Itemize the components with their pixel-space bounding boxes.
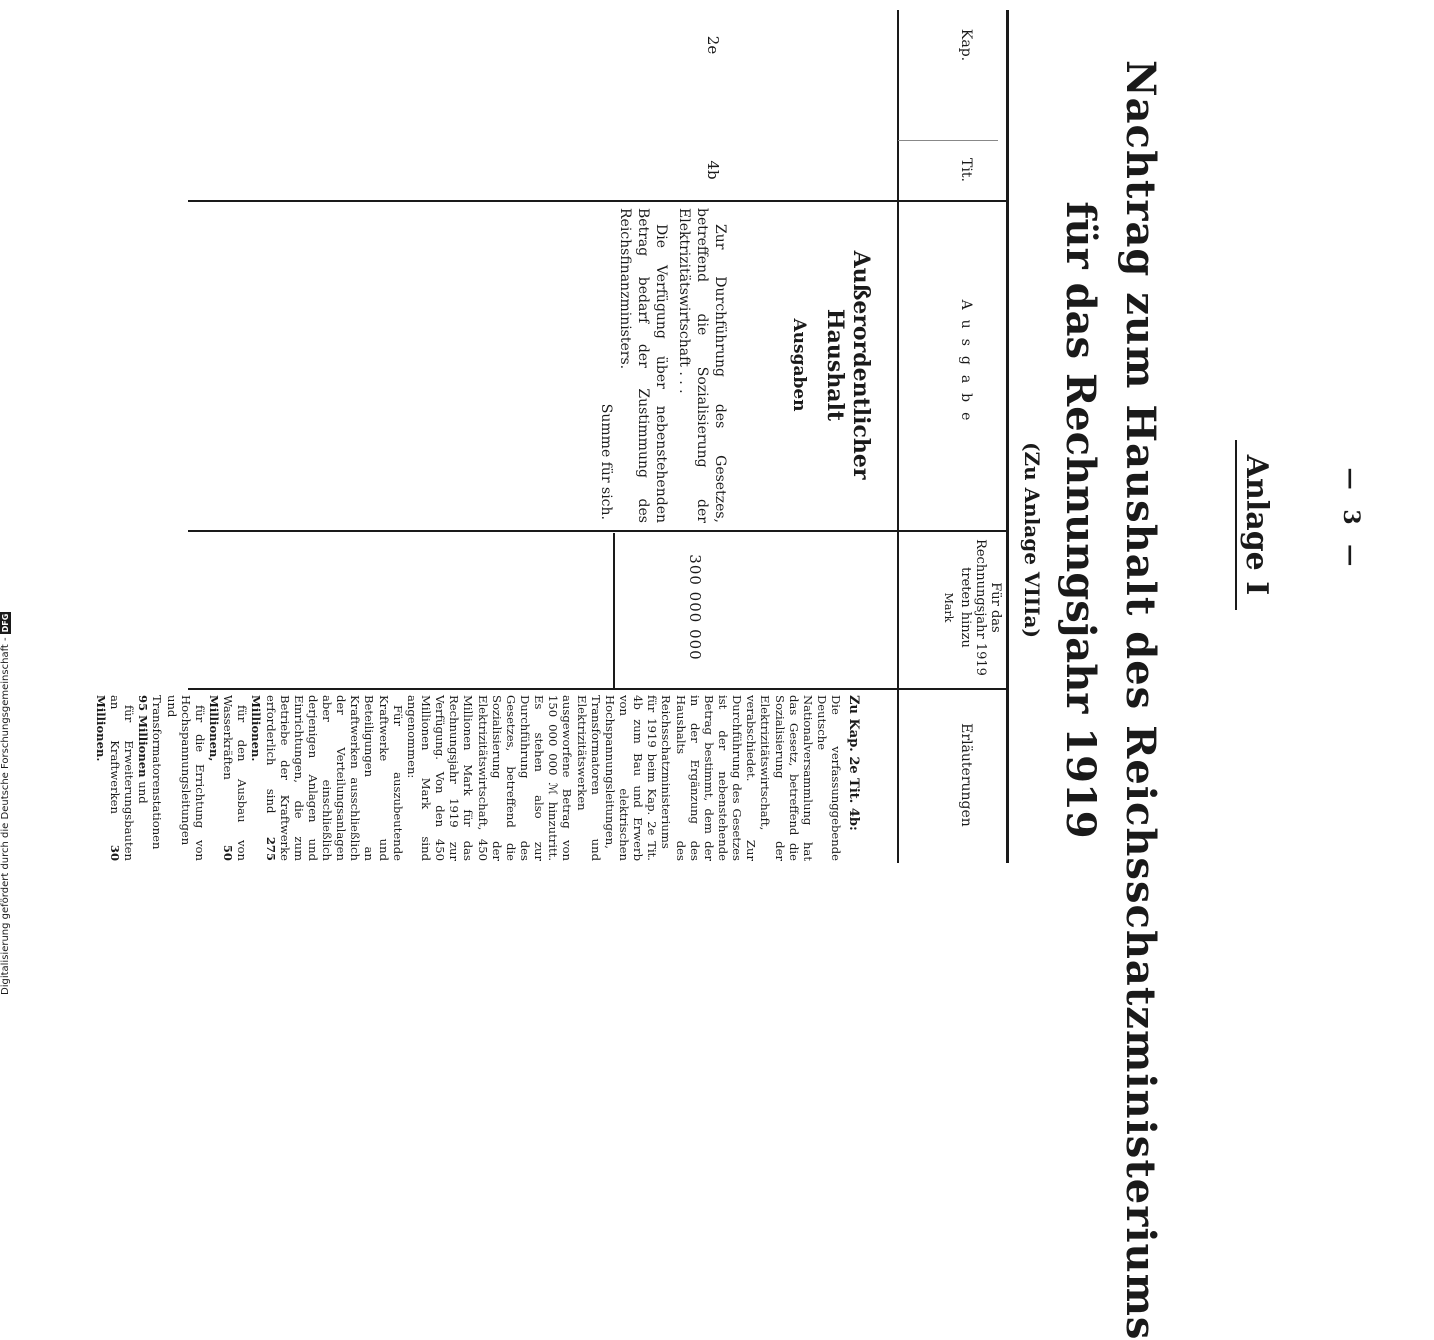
column-header-amount-line1: Für das — [988, 582, 1003, 633]
column-divider — [188, 530, 1008, 532]
digitization-footer — [0, 595, 11, 995]
annex-label: Anlage I — [1235, 440, 1274, 610]
explanation-lead: Zu Kap. 2e Tit. 4b: — [846, 695, 861, 831]
row-description — [612, 208, 729, 523]
table-header-rule — [897, 10, 899, 863]
column-header-ausgabe: Ausgabe — [958, 299, 974, 431]
section-subtitle: Ausgaben — [789, 318, 809, 412]
row-kap: 2e — [704, 35, 722, 55]
explanation-paragraph: für Erweiterungsbauten an Kraftwerken — [107, 695, 137, 861]
footer-text: Digitalisierung gefördert durch die Deutsche Forschungsgemeinschaft - — [0, 637, 11, 995]
explanation-amount: 50 Millionen, — [206, 695, 236, 861]
column-divider-thin — [898, 140, 998, 141]
explanation-paragraph: für die Errichtung von Hochspannungsleitungen und Transformatorenstationen — [150, 695, 207, 861]
document-title: Nachtrag zum Haushalt des Reichsschatzministeriums — [1117, 60, 1164, 1340]
document-title-line2: für das Rechnungsjahr 1919 — [1057, 201, 1104, 839]
explanation-paragraph: Die verfassunggebende Deutsche Nationalversammlung hat das Gesetz, betreffend die Sozialisierung der Elektrizitätswirtschaft, verabschiedet. Zur Durchführung des Gesetzes ist der nebenstehende Betrag bestimmt, dem der in der Ergänzung des Haushalts des Reichsschatzministeriums für 1919 beim Kap. 2e Tit. 4b zum Bau und Erwerb von elektrischen Hochspannungsleitungen, Transformatoren und Elektrizitätswerken ausgeworfene Betrag von 150 000 000 ℳ hinzutritt. Es stehen also zur Durchführung des Gesetzes, betreffend die Sozialisierung der Elektrizitätswirtschaft, 450 Millionen Mark für das Rechnungsjahr 1919 zur Verfügung. Von den 450 Millionen Mark sind angenommen: — [404, 695, 844, 861]
explanation-paragraph: für den Ausbau von Wasserkräften — [221, 695, 250, 861]
explanation-amount: 275 Millionen. — [249, 695, 278, 862]
row-tit: 4b — [704, 160, 722, 180]
column-header-amount-unit: Mark — [942, 592, 956, 623]
row-note: Die Verfügung über nebenstehenden Betrag bedarf der Zustimmung des Reichsfinanzministers. — [617, 208, 670, 523]
column-header-erlaeuterungen: Erläuterungen — [958, 723, 974, 827]
row-amount: 300 000 000 — [686, 554, 704, 661]
column-divider — [188, 200, 1008, 202]
column-header-amount — [942, 535, 1002, 680]
column-header-amount-line2: Rechnungsjahr 1919 — [973, 539, 989, 676]
column-header-kap: Kap. — [958, 28, 974, 62]
document-subtitle: (Zu Anlage VIIIa) — [1020, 442, 1044, 638]
explanation-amount: 95 Millionen — [136, 695, 151, 778]
column-divider — [188, 688, 1008, 690]
table-top-rule — [1006, 10, 1009, 863]
column-header-tit: Tit. — [958, 158, 974, 182]
column-header-amount-line3: treten hinzu — [958, 567, 974, 648]
explanation-text — [94, 695, 861, 861]
page-number: — 3 — — [1338, 467, 1364, 573]
row-sum-label: Summe für sich. — [598, 403, 614, 520]
section-title: Außerordentlicher Haushalt — [822, 250, 874, 480]
dfg-logo: DFG — [1, 613, 10, 633]
explanation-conjunction: und — [136, 781, 151, 804]
explanation-paragraph: Für auszubeutende Kraftwerke und Beteiligungen an Kraftwerken ausschließlich der Verteilungsanlagen aber einschließlich derjenigen Anlagen und Einrichtungen, die zum Betriebe der Kraftwerke erforderlich sind — [263, 695, 405, 861]
amount-sum-rule — [613, 533, 615, 688]
explanation-amount: 30 Millionen. — [93, 695, 122, 862]
row-description-text: Zur Durchführung des Gesetzes, betreffend die Sozialisierung der Elektrizitätswirtschaft . . . — [675, 208, 728, 523]
